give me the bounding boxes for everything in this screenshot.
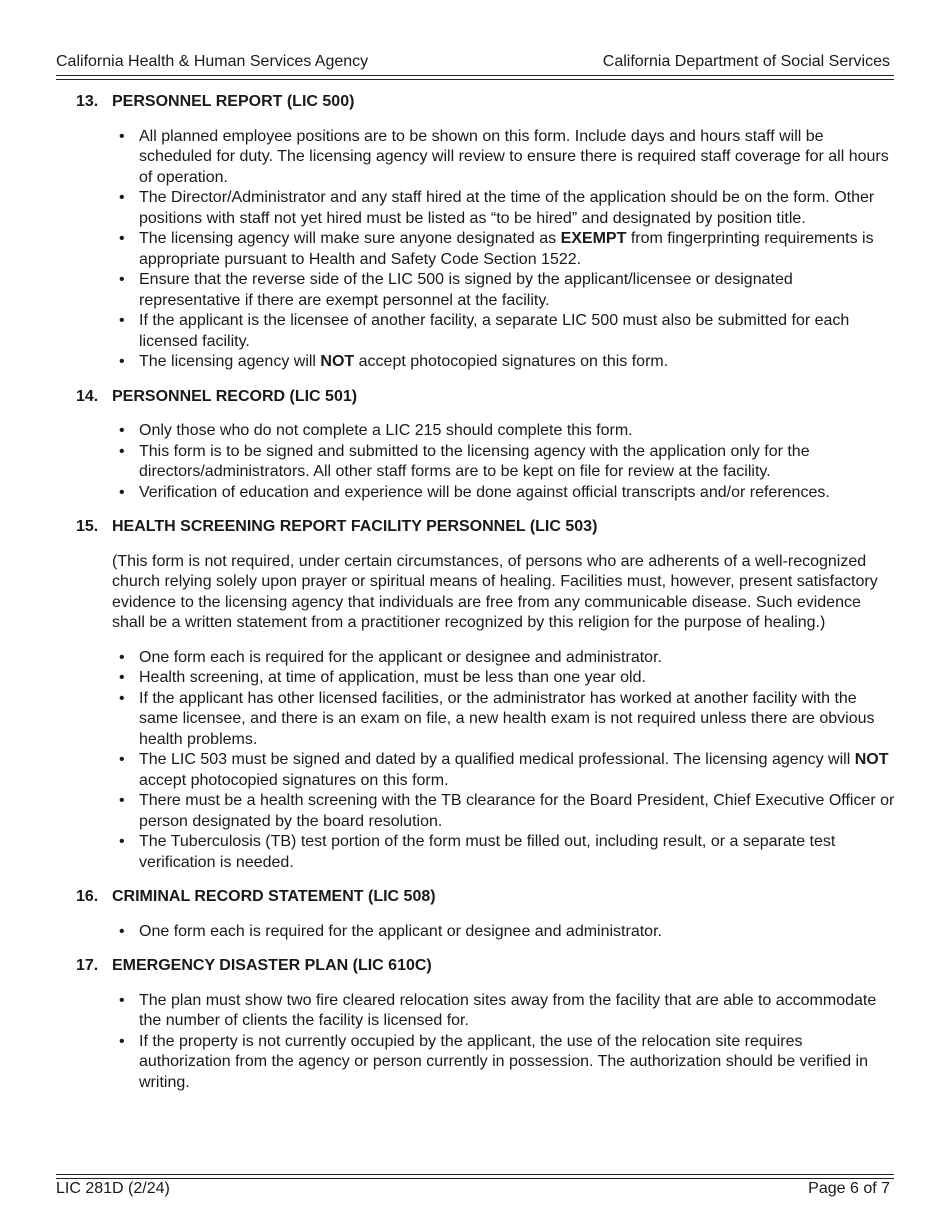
bullet-icon: • [119, 422, 125, 439]
bullet-list [76, 991, 898, 1094]
list-item: • Verification of education and experience will be done against official transcripts and/or references. [139, 483, 898, 504]
list-item: • Ensure that the reverse side of the LIC 500 is signed by the applicant/licensee or designated representative if there are exempt personnel at the facility. [119, 271, 793, 309]
section-heading [76, 92, 898, 113]
list-item: • If the applicant has other licensed facilities, or the administrator has worked at another facility with the same licensee, and there is an exam on file, a new health exam is not required unless there are obvious health problems. [119, 689, 875, 748]
bullet-list [76, 421, 898, 503]
section-heading [76, 956, 898, 977]
list-item: • The licensing agency will make sure anyone designated as EXEMPT from fingerprinting requirements is appropriate pursuant to Health and Safety Code Section 1522. [119, 230, 874, 268]
bullet-icon: • [119, 483, 125, 501]
section-13 [76, 92, 898, 373]
section-14 [76, 387, 898, 504]
section-title: CRIMINAL RECORD STATEMENT (LIC 508) [112, 888, 436, 905]
list-item: • This form is to be signed and submitted to the licensing agency with the application only for the directors/administrators. All other staff forms are to be kept on file for review at the facility. [119, 442, 810, 480]
section-title: EMERGENCY DISASTER PLAN (LIC 610C) [112, 957, 432, 974]
section-number: 15. [76, 518, 99, 535]
section-number: 17. [76, 957, 99, 974]
bullet-icon: • [119, 792, 125, 809]
list-item: • If the applicant is the licensee of another facility, a separate LIC 500 must also be submitted for each licensed facility. [119, 312, 850, 350]
bullet-icon: • [119, 922, 125, 940]
document-body [76, 92, 898, 1107]
bullet-list [76, 648, 898, 874]
page-footer [56, 1179, 894, 1199]
list-item: • Health screening, at time of application, must be less than one year old. [139, 668, 898, 689]
page-header [56, 52, 890, 72]
list-item: • The Tuberculosis (TB) test portion of the form must be filled out, including result, or a separate test verification is needed. [119, 833, 836, 871]
section-15 [76, 517, 898, 873]
list-item: • If the property is not currently occupied by the applicant, the use of the relocation site requires authorization from the agency or person currently in possession. The authorization should be verified in writing. [119, 1032, 869, 1091]
bullet-list [76, 127, 898, 373]
bullet-icon: • [119, 669, 125, 686]
list-item: • One form each is required for the applicant or designee and administrator. [139, 922, 898, 943]
form-code: LIC 281D (2/24) [56, 1180, 170, 1197]
section-number: 13. [76, 93, 99, 110]
bullet-icon: • [119, 1032, 125, 1050]
section-heading [76, 517, 898, 538]
bullet-icon: • [119, 127, 125, 145]
header-department: California Department of Social Services [602, 53, 890, 70]
emphasis: NOT [320, 353, 355, 370]
list-item: • The Director/Administrator and any staff hired at the time of the application should be on the form. Other positions with staff not yet hired must be listed as “to be hired” and designated by position title. [119, 189, 875, 227]
section-title: PERSONNEL RECORD (LIC 501) [112, 387, 358, 405]
list-item: • The plan must show two fire cleared relocation sites away from the facility that are able to accommodate the number of clients the facility is licensed for. [119, 991, 877, 1029]
list-item: • The licensing agency will NOT accept photocopied signatures on this form. [139, 352, 898, 373]
section-number: 16. [76, 888, 99, 905]
bullet-icon: • [119, 751, 125, 768]
page-number: Page 6 of 7 [808, 1180, 890, 1197]
bullet-icon: • [119, 353, 125, 370]
bullet-icon: • [119, 189, 125, 206]
list-item: • There must be a health screening with the TB clearance for the Board President, Chief Executive Officer or person designated by the board resolution. [119, 792, 895, 830]
section-16 [76, 887, 898, 942]
section-title: HEALTH SCREENING REPORT FACILITY PERSONNEL (LIC 503) [112, 518, 598, 535]
list-item: • One form each is required for the applicant or designee and administrator. [139, 648, 898, 669]
section-title: PERSONNEL REPORT (LIC 500) [112, 93, 355, 110]
header-agency: California Health & Human Services Agency [56, 53, 369, 70]
list-item: • Only those who do not complete a LIC 215 should complete this form. [139, 421, 898, 442]
section-heading [76, 887, 898, 908]
bullet-icon: • [119, 312, 125, 329]
list-item: • The LIC 503 must be signed and dated by a qualified medical professional. The licensing agency will NOT accept photocopied signatures on this form. [119, 751, 889, 789]
section-number: 14. [76, 387, 99, 405]
section-heading [76, 387, 898, 408]
bullet-icon: • [119, 648, 125, 666]
bullet-icon: • [119, 271, 125, 288]
section-17 [76, 956, 898, 1093]
bullet-icon: • [119, 442, 125, 460]
bullet-list [76, 922, 898, 943]
section-note: (This form is not required, under certain circumstances, of persons who are adherents of a well-recognized church relying solely upon prayer or spiritual means of healing. Facilities must, however, present satisfactory evidence to the licensing agency that individuals are free from any communicable disease. Such evidence shall be a written statement from a practitioner recognized by this religion for the purpose of healing.) [112, 552, 878, 631]
emphasis: EXEMPT [560, 230, 627, 247]
bullet-icon: • [119, 991, 125, 1009]
bullet-icon: • [119, 230, 125, 247]
bullet-icon: • [119, 833, 125, 850]
emphasis: NOT [854, 751, 889, 768]
list-item: • All planned employee positions are to be shown on this form. Include days and hours staff will be scheduled for duty. The licensing agency will review to ensure there is required staff coverage for all hours of operation. [119, 127, 889, 186]
header-rule [56, 75, 894, 80]
bullet-icon: • [119, 689, 125, 707]
